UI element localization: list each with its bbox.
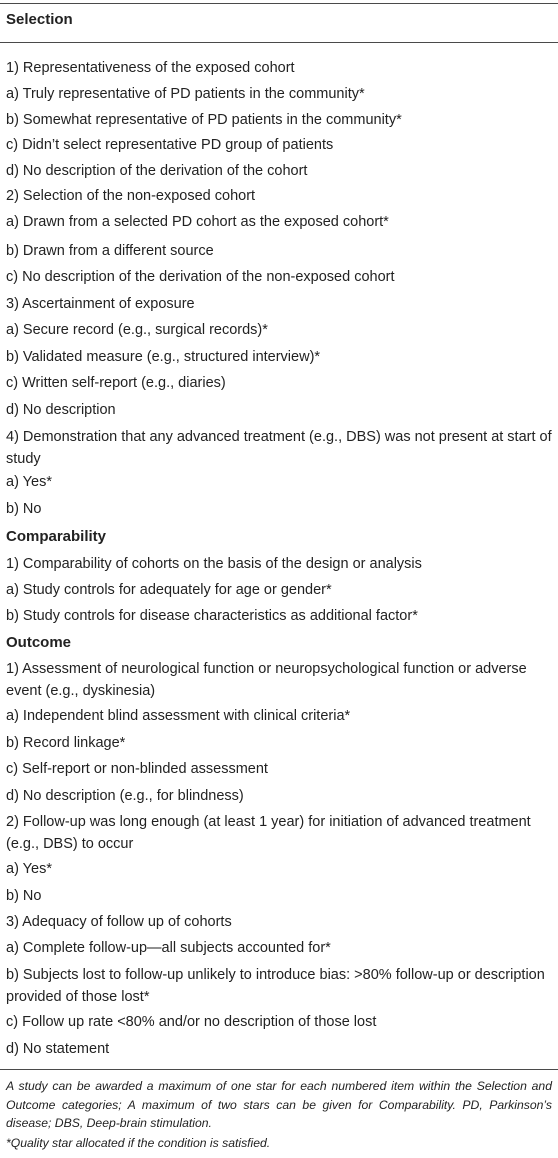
- table-row: c) Didn’t select representative PD group of patients: [6, 137, 334, 153]
- table-row: a) Independent blind assessment with clinical criteria*: [6, 708, 351, 724]
- header-outcome: Outcome: [6, 634, 72, 651]
- table-row: b) Subjects lost to follow-up unlikely to introduce bias: >80% follow-up or description provided of those lost*: [6, 967, 545, 1005]
- table-row: a) Study controls for adequately for age or gender*: [6, 582, 332, 598]
- table-row: 3) Adequacy of follow up of cohorts: [6, 914, 232, 930]
- table-row: c) Follow up rate <80% and/or no description of those lost: [6, 1014, 377, 1030]
- table-row: b) Drawn from a different source: [6, 243, 214, 259]
- table-row: b) Study controls for disease characteristics as additional factor*: [6, 608, 418, 624]
- table-row: 2) Follow-up was long enough (at least 1 year) for initiation of advanced treatment (e.g., DBS) to occur: [6, 814, 531, 852]
- table-row: 1) Assessment of neurological function or neuropsychological function or adverse event (e.g., dyskinesia): [6, 661, 527, 699]
- table-row: b) Record linkage*: [6, 735, 126, 751]
- header-rule: [0, 42, 558, 43]
- table-bottom-rule: [0, 1069, 558, 1070]
- table-row: c) Written self-report (e.g., diaries): [6, 375, 226, 391]
- table-row: 3) Ascertainment of exposure: [6, 296, 195, 312]
- table-row: b) Somewhat representative of PD patients in the community*: [6, 112, 402, 128]
- table-row: a) Truly representative of PD patients in the community*: [6, 86, 365, 102]
- table-row: d) No description of the derivation of the cohort: [6, 163, 308, 179]
- table-row: d) No description (e.g., for blindness): [6, 788, 244, 804]
- table-row: 4) Demonstration that any advanced treatment (e.g., DBS) was not present at start of study: [6, 429, 552, 467]
- star-footnote: *Quality star allocated if the condition is satisfied.: [6, 1136, 271, 1150]
- header-comparability: Comparability: [6, 528, 107, 545]
- table-row: d) No description: [6, 402, 116, 418]
- table-row: a) Drawn from a selected PD cohort as the exposed cohort*: [6, 214, 389, 230]
- table-row: 2) Selection of the non-exposed cohort: [6, 188, 256, 204]
- table-row: 1) Comparability of cohorts on the basis of the design or analysis: [6, 556, 422, 572]
- table-row: c) Self-report or non-blinded assessment: [6, 761, 268, 777]
- header-selection: Selection: [6, 11, 73, 28]
- table-row: b) Validated measure (e.g., structured interview)*: [6, 349, 321, 365]
- table-row: b) No: [6, 501, 42, 517]
- table-top-rule: [0, 3, 558, 4]
- table-footnote: A study can be awarded a maximum of one star for each numbered item within the Selection and Outcome categories; A maximum of two stars can be given for Comparability. PD, Parkinson’s disease; DBS, Deep-brain stimulation.: [6, 1079, 552, 1130]
- table-row: a) Complete follow-up—all subjects accounted for*: [6, 940, 331, 956]
- table-row: d) No statement: [6, 1041, 110, 1057]
- table-row: a) Yes*: [6, 474, 52, 490]
- table-row: a) Secure record (e.g., surgical records)*: [6, 322, 268, 338]
- table-row: a) Yes*: [6, 861, 52, 877]
- table-row: 1) Representativeness of the exposed cohort: [6, 60, 295, 76]
- table-row: c) No description of the derivation of the non-exposed cohort: [6, 269, 395, 285]
- table-row: b) No: [6, 888, 42, 904]
